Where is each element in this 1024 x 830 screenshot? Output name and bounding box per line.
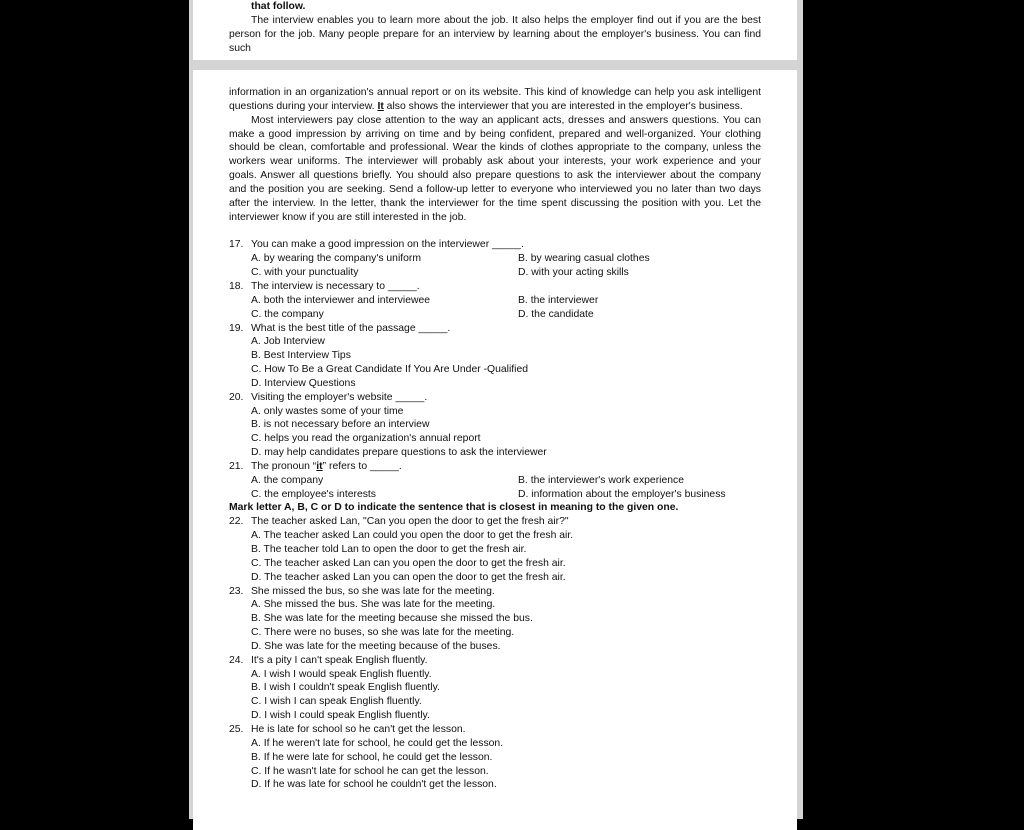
option-b: B. The teacher told Lan to open the door to get the fresh air. xyxy=(251,544,527,555)
option-b: B. is not necessary before an interview xyxy=(251,419,430,431)
option-d: D. She was late for the meeting because of the buses. xyxy=(251,640,501,652)
question-text: He is late for school so he can't get the lesson. xyxy=(251,723,466,735)
option-b: B. the interviewer xyxy=(518,294,599,306)
option-d: D. with your acting skills xyxy=(518,267,629,279)
question-text: What is the best title of the passage _____. xyxy=(251,322,451,334)
question-23 xyxy=(229,585,761,599)
question-number: 19. xyxy=(229,322,244,334)
option-c: C. How To Be a Great Candidate If You Are Under -Qualified xyxy=(251,364,529,376)
question-18-options xyxy=(229,294,761,322)
question-text-part: The pronoun “ xyxy=(251,460,317,472)
question-18 xyxy=(229,280,761,294)
question-24-options xyxy=(229,668,761,723)
option-a: A. by wearing the company's uniform xyxy=(251,253,422,265)
option-c: C. the employee's interests xyxy=(251,488,376,500)
question-number: 25. xyxy=(229,723,244,735)
option-a: A. The teacher asked Lan could you open the door to get the fresh air. xyxy=(251,530,574,542)
question-23-options xyxy=(229,598,761,653)
question-20 xyxy=(229,391,761,405)
question-text: It's a pity I can't speak English fluently. xyxy=(251,654,428,666)
document-viewer[interactable] xyxy=(189,0,803,819)
option-d: D. may help candidates prepare questions to ask the interviewer xyxy=(251,447,547,459)
question-number: 17. xyxy=(229,239,244,251)
option-b: B. She was late for the meeting because she missed the bus. xyxy=(251,613,533,625)
question-25-options xyxy=(229,737,761,792)
option-c: C. The teacher asked Lan can you open the door to get the fresh air. xyxy=(251,557,566,569)
option-d: D. The teacher asked Lan you can open the door to get the fresh air. xyxy=(251,571,566,583)
underlined-it: It xyxy=(377,100,384,112)
option-a: A. If he weren't late for school, he could get the lesson. xyxy=(251,737,504,749)
question-22 xyxy=(229,515,761,529)
option-b: B. I wish I couldn't speak English fluently. xyxy=(251,682,440,694)
section-instruction: Mark letter A, B, C or D to indicate the sentence that is closest in meaning to the given one. xyxy=(229,502,679,514)
option-c: C. If he wasn't late for school he can get the lesson. xyxy=(251,765,489,777)
option-a: A. the company xyxy=(251,474,324,486)
question-number: 20. xyxy=(229,391,244,403)
option-a: A. I wish I would speak English fluently. xyxy=(251,668,432,680)
question-21-options xyxy=(229,474,761,502)
question-number: 18. xyxy=(229,280,244,292)
question-number: 21. xyxy=(229,460,244,472)
question-21 xyxy=(229,460,761,474)
question-22-options xyxy=(229,529,761,584)
passage-paragraph: The interview enables you to learn more about the job. It also helps the employer find out if you are the best person for the job. Many people prepare for an interview by learning about the employer's business. You can find such xyxy=(229,14,761,54)
question-number: 24. xyxy=(229,654,244,666)
para-text: also shows the interviewer that you are interested in the employer's business. xyxy=(383,100,743,112)
option-d: D. I wish I could speak English fluently. xyxy=(251,710,430,722)
option-a: A. both the interviewer and interviewee xyxy=(251,294,431,306)
question-number: 23. xyxy=(229,585,244,597)
question-19 xyxy=(229,322,761,336)
option-b: B. Best Interview Tips xyxy=(251,350,351,362)
option-a: A. Job Interview xyxy=(251,336,325,348)
passage-paragraph: Most interviewers pay close attention to the way an applicant acts, dresses and answers questions. You can make a good impression by arriving on time and by being confident, prepared and well-organized. Your clothing should be clean, comfortable and professional. Wear the kinds of clothes appropriate to the company, unless the workers wear uniforms. The interviewer will probably ask about your interests, your work experience and your goals. Answer all questions briefly. You should also prepare questions to ask the interviewer about the company and the position you are seeking. Send a follow-up letter to everyone who interviewed you no later than two days after the interview. In the letter, thank the interviewer for the time spent discussing the position with you. Let the interviewer know if you are still interested in the job. xyxy=(229,114,761,223)
question-17-options xyxy=(229,252,761,280)
underlined-it: it xyxy=(316,460,323,472)
document-page-2 xyxy=(193,70,797,830)
option-b: B. by wearing casual clothes xyxy=(518,253,650,265)
option-d: D. information about the employer's business xyxy=(518,488,726,500)
page-2-content xyxy=(229,86,761,792)
option-d: D. If he was late for school he couldn't get the lesson. xyxy=(251,779,497,791)
question-24 xyxy=(229,654,761,668)
section-heading-tail: that follow. xyxy=(251,1,306,12)
option-c: C. with your punctuality xyxy=(251,267,359,279)
para-text: information in an organization's annual report or on its website. This kind of knowledge can help you ask intelligent questions during your interview. xyxy=(229,87,761,112)
option-c: C. I wish I can speak English fluently. xyxy=(251,696,422,708)
question-25 xyxy=(229,723,761,737)
question-text-part: ” refers to _____. xyxy=(322,460,402,472)
option-a: A. She missed the bus. She was late for the meeting. xyxy=(251,599,496,611)
question-text: Visiting the employer's website _____. xyxy=(251,391,428,403)
question-17 xyxy=(229,238,761,252)
question-text: The teacher asked Lan, "Can you open the door to get the fresh air?" xyxy=(251,516,569,528)
question-text: The interview is necessary to _____. xyxy=(251,280,420,292)
option-c: C. helps you read the organization's annual report xyxy=(251,433,481,445)
option-d: D. Interview Questions xyxy=(251,377,356,389)
option-c: C. There were no buses, so she was late for the meeting. xyxy=(251,627,515,639)
question-20-options xyxy=(229,405,761,460)
question-text: She missed the bus, so she was late for the meeting. xyxy=(251,585,495,597)
option-b: B. the interviewer's work experience xyxy=(518,474,684,486)
option-c: C. the company xyxy=(251,308,324,320)
question-number: 22. xyxy=(229,516,244,528)
question-19-options xyxy=(229,335,761,390)
question-text: You can make a good impression on the interviewer _____. xyxy=(251,239,524,251)
passage-paragraph-continued xyxy=(229,86,761,114)
page-1-content xyxy=(229,0,761,55)
document-page-1 xyxy=(193,0,797,60)
option-b: B. If he were late for school, he could get the lesson. xyxy=(251,751,493,763)
option-d: D. the candidate xyxy=(518,308,594,320)
question-text xyxy=(251,460,761,474)
option-a: A. only wastes some of your time xyxy=(251,405,404,417)
